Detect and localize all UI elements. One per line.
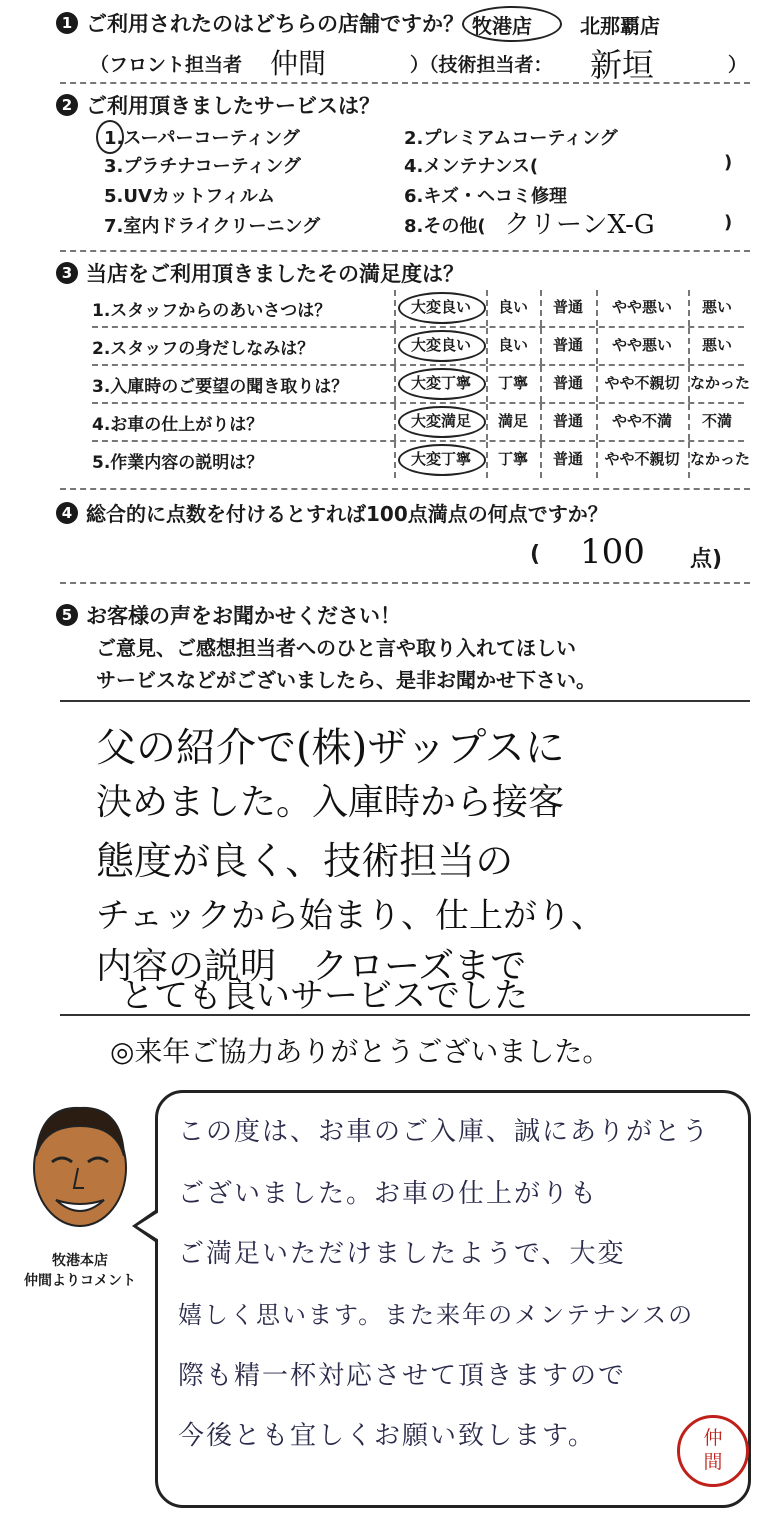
question-instruction: ご意見、ご感想担当者へのひと言や取り入れてほしい xyxy=(96,636,576,660)
rating-option[interactable]: 丁寧 xyxy=(497,374,528,392)
satisfaction-row xyxy=(92,404,744,442)
rating-option[interactable]: 大変丁寧 xyxy=(410,450,471,468)
satisfaction-question: 1.スタッフからのあいさつは？ xyxy=(92,301,332,321)
rating-option[interactable]: やや不親切 xyxy=(604,450,680,468)
rating-option[interactable]: なかった xyxy=(690,450,751,468)
selection-circle xyxy=(398,406,486,438)
rating-option[interactable]: 丁寧 xyxy=(497,450,528,468)
selection-circle xyxy=(462,6,562,42)
question-text: ご利用頂きましたサービスは？ xyxy=(86,94,380,118)
comment-line: 内容の説明 クローズまで xyxy=(96,946,527,987)
satisfaction-row xyxy=(92,366,751,404)
reply-line: 際も精一杯対応させて頂きますので xyxy=(178,1361,627,1391)
rating-option[interactable]: 満足 xyxy=(497,412,528,430)
rating-option[interactable]: なかった xyxy=(690,374,751,392)
speech-bubble xyxy=(155,1090,751,1508)
question-text: ご利用されたのはどちらの店舗ですか？ xyxy=(86,12,464,36)
rating-option[interactable]: 悪い xyxy=(701,298,732,316)
divider xyxy=(60,250,750,252)
question-number: 5 xyxy=(56,604,78,626)
front-staff-label: （フロント担当者 xyxy=(90,54,243,76)
staff-caption: 仲間よりコメント xyxy=(24,1273,136,1289)
comment-line: 父の紹介で(株)ザップスに xyxy=(96,725,565,771)
comment-line: チェックから始まり、仕上がり、 xyxy=(96,896,605,936)
rating-option[interactable]: 普通 xyxy=(552,412,583,430)
rating-option[interactable]: やや不親切 xyxy=(604,374,680,392)
bracket-close: ) xyxy=(724,152,733,173)
rating-option[interactable]: 不満 xyxy=(701,412,732,430)
store-option-kitanaha[interactable]: 北那覇店 xyxy=(580,14,660,38)
service-option[interactable]: 6.キズ・ヘコミ修理 xyxy=(404,186,568,207)
service-option[interactable]: 2.プレミアムコーティング xyxy=(404,128,618,149)
service-option[interactable]: 4.メンテナンス( xyxy=(404,156,539,177)
question-number: 2 xyxy=(56,94,78,116)
staff-caption: 牧港本店 xyxy=(52,1253,108,1269)
rating-option[interactable]: やや不満 xyxy=(611,412,672,430)
rating-option[interactable]: 大変良い xyxy=(410,336,471,354)
rating-option[interactable]: 良い xyxy=(497,298,528,316)
rating-option[interactable]: 悪い xyxy=(701,336,732,354)
reply-line: この度は、お車のご入庫、誠にありがとう xyxy=(178,1117,711,1147)
rating-option[interactable]: やや悪い xyxy=(611,298,672,316)
bracket-close: ) xyxy=(724,212,733,233)
reply-line: 今後とも宜しくお願い致します。 xyxy=(178,1421,596,1451)
rating-option[interactable]: 大変良い xyxy=(410,298,471,316)
comment-line: とても良いサービスでした xyxy=(120,976,528,1016)
rating-option[interactable]: 良い xyxy=(497,336,528,354)
answer-rule xyxy=(60,700,750,702)
service-option[interactable]: 5.UVカットフィルム xyxy=(104,186,276,207)
avatar-illustration xyxy=(20,1096,140,1246)
service-option[interactable]: 7.室内ドライクリーニング xyxy=(104,216,321,237)
satisfaction-row xyxy=(92,290,744,328)
question-number: 1 xyxy=(56,12,78,34)
cell-divider xyxy=(394,290,396,326)
question-text: 総合的に点数を付けるとすれば100点満点の何点ですか？ xyxy=(86,502,608,526)
selection-circle xyxy=(398,292,486,324)
tech-staff-name: 新垣 xyxy=(590,46,655,84)
bracket-close: ） xyxy=(728,54,748,76)
service-option[interactable]: 3.プラチナコーティング xyxy=(104,156,301,177)
other-service-value: クリーンX-G xyxy=(504,210,655,240)
rating-option[interactable]: 普通 xyxy=(552,336,583,354)
selection-circle xyxy=(398,444,486,476)
question-text: 当店をご利用頂きましたその満足度は？ xyxy=(86,262,464,286)
name-seal xyxy=(677,1415,749,1487)
rating-option[interactable]: 普通 xyxy=(552,298,583,316)
staff-avatar xyxy=(20,1096,140,1246)
seal-char: 間 xyxy=(703,1451,723,1473)
comment-line: 態度が良く、技術担当の xyxy=(96,839,514,883)
question-instruction: サービスなどがございましたら、是非お聞かせ下さい。 xyxy=(96,668,596,692)
selection-circle xyxy=(398,368,486,400)
divider xyxy=(60,488,750,490)
question-text: お客様の声をお聞かせください！ xyxy=(86,604,401,628)
satisfaction-question: 3.入庫時のご要望の聞き取りは？ xyxy=(92,377,349,397)
rating-option[interactable]: やや悪い xyxy=(611,336,672,354)
comment-line: 決めました。入庫時から接客 xyxy=(96,782,565,823)
cell-divider xyxy=(394,442,396,478)
speech-bubble-tail-fill xyxy=(137,1212,159,1240)
divider xyxy=(60,82,750,84)
score-unit: 点) xyxy=(690,547,723,572)
comment-note: ◎来年ご協力ありがとうございました。 xyxy=(110,1035,611,1068)
rating-option[interactable]: 普通 xyxy=(552,450,583,468)
tech-staff-label: ）（技術担当者： xyxy=(410,54,553,76)
question-number: 3 xyxy=(56,262,78,284)
cell-divider xyxy=(394,404,396,440)
store-option-makiminato[interactable]: 牧港店 xyxy=(472,14,532,38)
selection-circle xyxy=(398,330,486,362)
satisfaction-row xyxy=(92,442,751,478)
score-value: 100 xyxy=(580,532,645,572)
score-open: ( xyxy=(530,542,541,567)
rating-option[interactable]: 大変丁寧 xyxy=(410,374,471,392)
seal-char: 仲 xyxy=(703,1427,723,1449)
cell-divider xyxy=(394,366,396,402)
satisfaction-question: 2.スタッフの身だしなみは？ xyxy=(92,339,315,359)
rating-option[interactable]: 大変満足 xyxy=(410,412,471,430)
selection-circle xyxy=(96,120,124,154)
satisfaction-question: 4.お車の仕上がりは？ xyxy=(92,415,264,435)
answer-rule xyxy=(60,1014,750,1016)
satisfaction-row xyxy=(92,328,744,366)
reply-line: 嬉しく思います。また来年のメンテナンスの xyxy=(178,1301,695,1329)
question-number: 4 xyxy=(56,502,78,524)
rating-option[interactable]: 普通 xyxy=(552,374,583,392)
divider xyxy=(60,582,750,584)
cell-divider xyxy=(394,328,396,364)
satisfaction-question: 5.作業内容の説明は？ xyxy=(92,453,264,473)
service-option[interactable]: 1.スーパーコーティング xyxy=(104,128,300,149)
front-staff-name: 仲間 xyxy=(270,47,327,80)
reply-line: ご満足いただけましたようで、大変 xyxy=(178,1239,626,1269)
reply-line: ございました。お車の仕上がりも xyxy=(178,1179,599,1209)
service-option[interactable]: 8.その他( xyxy=(404,216,486,237)
